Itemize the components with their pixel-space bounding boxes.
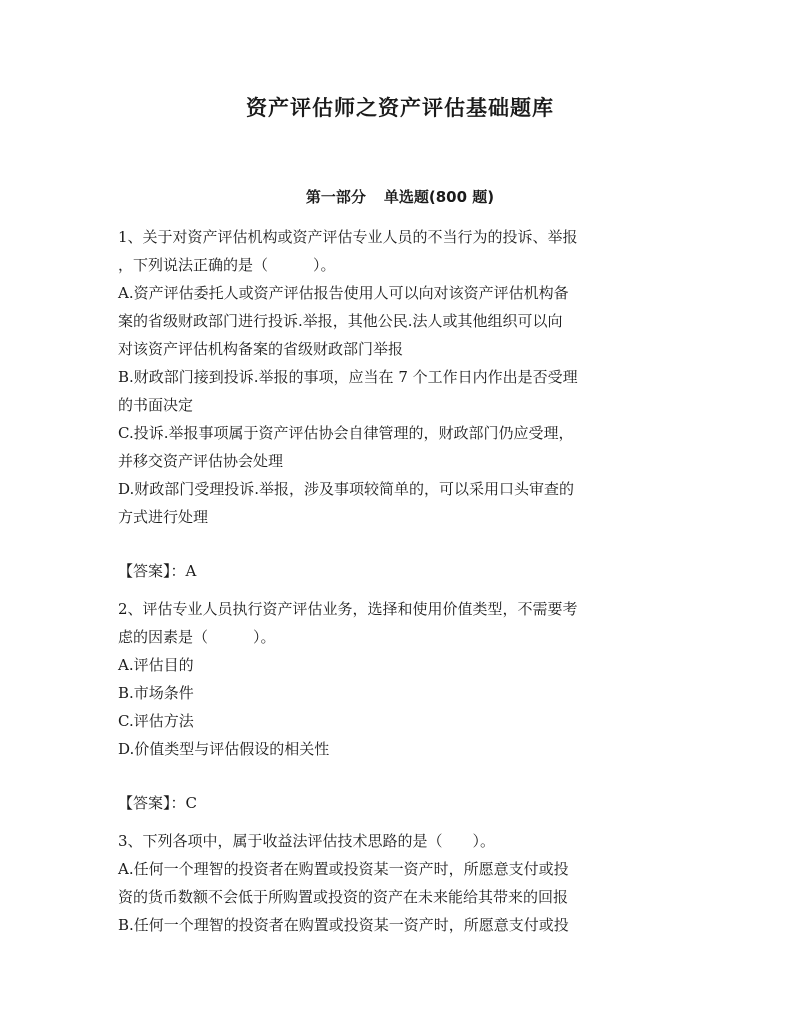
option-c-line: 并移交资产评估协会处理 — [118, 452, 284, 470]
question-stem-line: 1、关于对资产评估机构或资产评估专业人员的不当行为的投诉、举报 — [118, 228, 578, 246]
question-stem-line: 虑的因素是（ ）。 — [118, 628, 276, 646]
question-stem-line: 3、下列各项中，属于收益法评估技术思路的是（ ）。 — [118, 832, 496, 850]
question-list — [118, 223, 680, 939]
option-a-line: A.资产评估委托人或资产评估报告使用人可以向对该资产评估机构备 — [118, 284, 569, 302]
option-a-line: A.任何一个理智的投资者在购置或投资某一资产时，所愿意支付或投 — [118, 860, 569, 878]
option-b-line: 的书面决定 — [118, 396, 194, 414]
question-stem-line: 2、评估专业人员执行资产评估业务，选择和使用价值类型，不需要考 — [118, 600, 578, 618]
section-heading — [0, 186, 800, 207]
option-b-line: B.市场条件 — [118, 684, 194, 702]
question-stem-line: ，下列说法正确的是（ ）。 — [118, 256, 336, 274]
question-2 — [118, 595, 680, 817]
option-a-line: 对该资产评估机构备案的省级财政部门举报 — [118, 340, 404, 358]
option-b-line: B.财政部门接到投诉.举报的事项，应当在 7 个工作日内作出是否受理 — [118, 368, 578, 386]
option-d-line: 方式进行处理 — [118, 508, 209, 526]
question-3 — [118, 827, 680, 939]
option-c-line: C.投诉.举报事项属于资产评估协会自律管理的，财政部门仍应受理， — [118, 424, 574, 442]
answer-line: 【答案】：A — [118, 562, 197, 580]
document-title: 资产评估师之资产评估基础题库 — [246, 96, 554, 120]
option-b-line: B.任何一个理智的投资者在购置或投资某一资产时，所愿意支付或投 — [118, 916, 569, 934]
option-a-line: A.评估目的 — [118, 656, 194, 674]
option-a-line: 资的货币数额不会低于所购置或投资的资产在未来能给其带来的回报 — [118, 888, 569, 906]
option-d-line: D.价值类型与评估假设的相关性 — [118, 740, 330, 758]
option-a-line: 案的省级财政部门进行投诉.举报，其他公民.法人或其他组织可以向 — [118, 312, 563, 330]
option-d-line: D.财政部门受理投诉.举报，涉及事项较简单的，可以采用口头审查的 — [118, 480, 575, 498]
question-1 — [118, 223, 680, 585]
section-title: 单选题(800 题) — [383, 188, 495, 206]
answer-line: 【答案】：C — [118, 794, 197, 812]
section-part: 第一部分 — [305, 188, 366, 206]
option-c-line: C.评估方法 — [118, 712, 194, 730]
